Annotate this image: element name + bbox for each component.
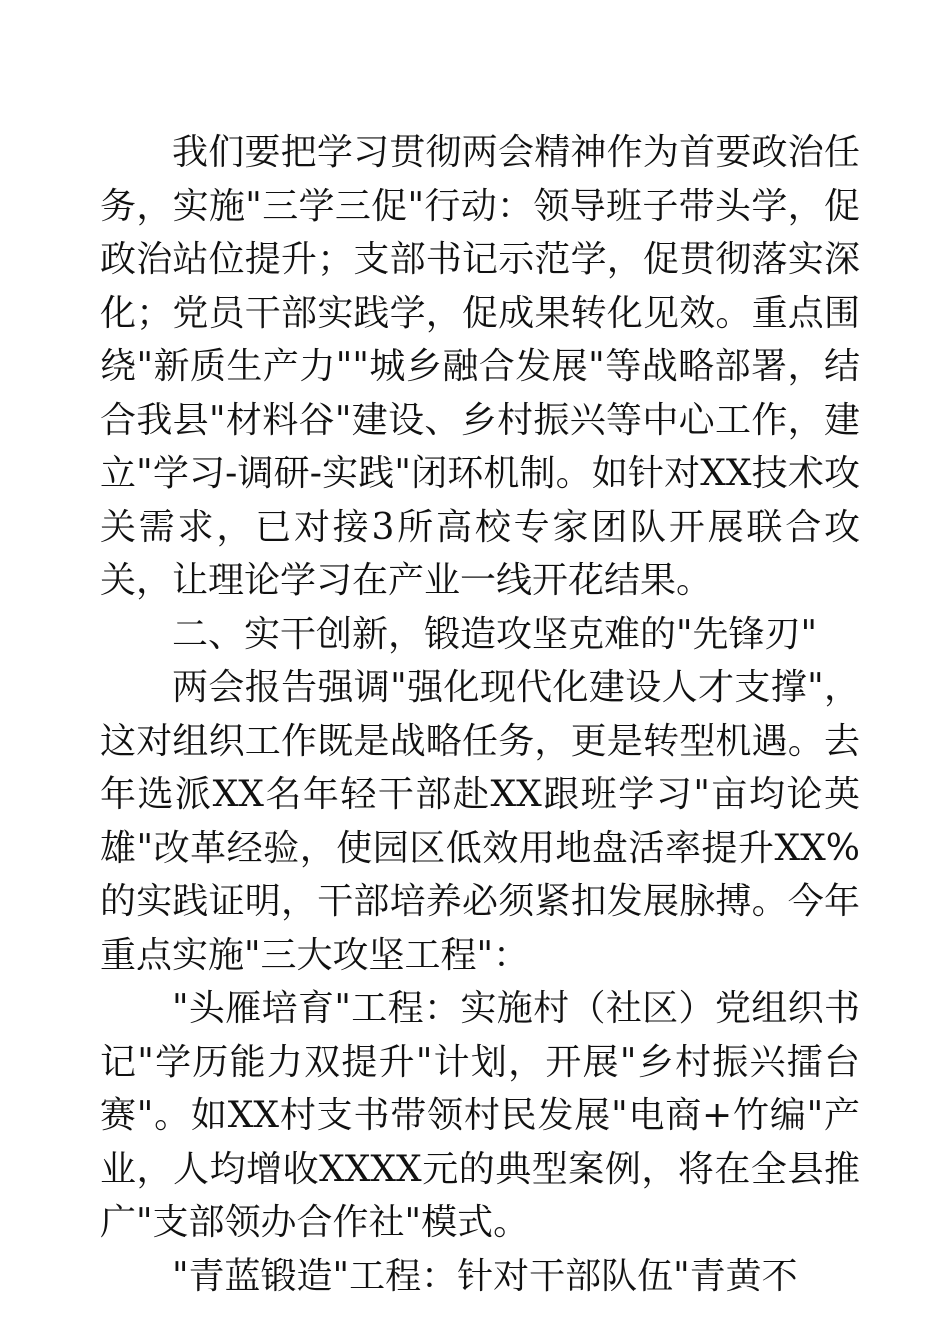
paragraph-young-cadre-training: "青蓝锻造"工程：针对干部队伍"青黄不 bbox=[172, 1255, 798, 1297]
paragraph-study-implementation: 我们要把学习贯彻两会精神作为首要政治任务，实施"三学三促"行动：领导班子带头学，促政治站位提升；支部书记示范学，促贯彻落实深化；党员干部实践学，促成果转化见效。重点围绕"新质生产力""城乡融合发展"等战略部署，结合我县"材料谷"建设、乡村振兴等中心工作，建立"学习-调研-实践"闭环机制。如针对XX技术攻关需求，已对接3所高校专家团队开展联合攻关，让理论学习在产业一线开花结果。 bbox=[100, 132, 860, 601]
paragraph-leader-cultivation: "头雁培育"工程：实施村（社区）党组织书记"学历能力双提升"计划，开展"乡村振兴擂台赛"。如XX村支书带领村民发展"电商+竹编"产业，人均增收XXXX元的典型案例，将在全县推广"支部领办合作社"模式。 bbox=[100, 988, 860, 1243]
section-heading-2: 二、实干创新，锻造攻坚克难的"先锋刃" bbox=[172, 613, 818, 655]
document-body bbox=[100, 126, 860, 1303]
paragraph-talent-support: 两会报告强调"强化现代化建设人才支撑"，这对组织工作既是战略任务，更是转型机遇。去年选派XX名年轻干部赴XX跟班学习"亩均论英雄"改革经验，使园区低效用地盘活率提升XX%的实践证明，干部培养必须紧扣发展脉搏。今年重点实施"三大攻坚工程"： bbox=[100, 667, 860, 976]
